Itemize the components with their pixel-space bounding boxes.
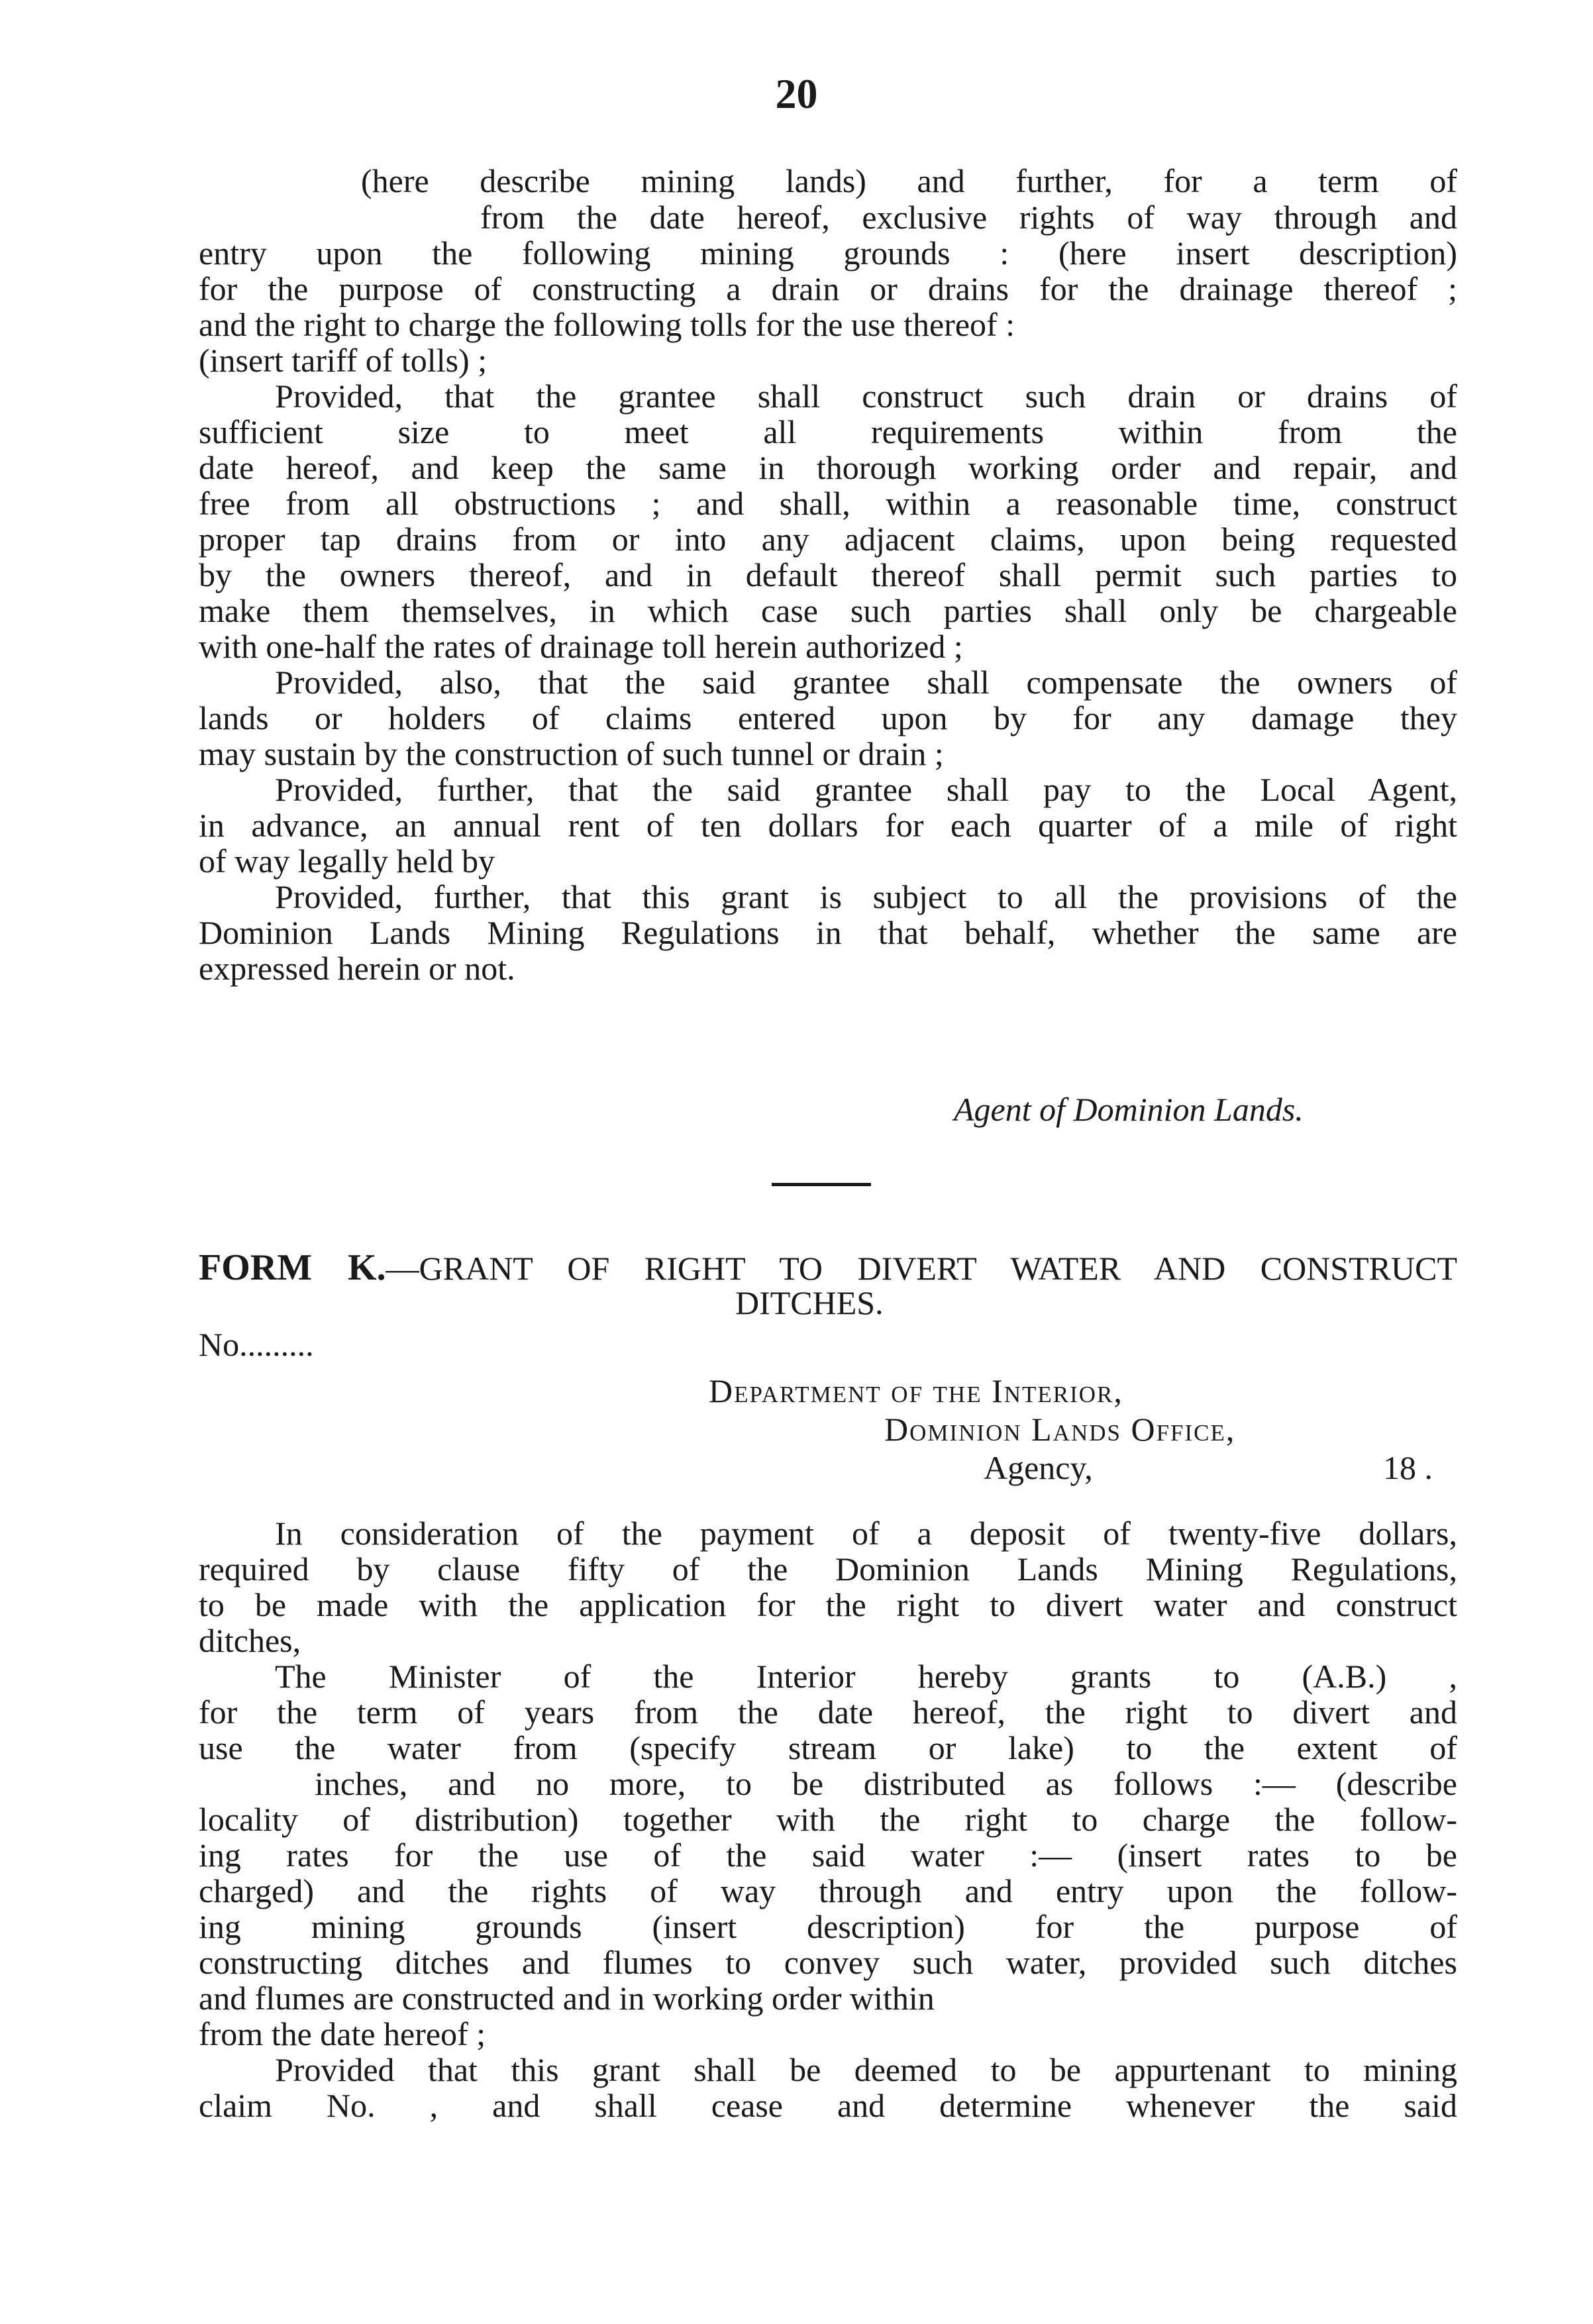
text-line: locality of distribution) together with the right to charge the follow- [199,1801,1457,1838]
text-line: by the owners thereof, and in default thereof shall permit such parties to [199,556,1457,593]
text-line: Provided, also, that the said grantee shall compensate the owners of [275,664,1457,701]
department-name: Department of the Interior, [709,1372,1123,1409]
text-line: lands or holders of claims entered upon by for any damage they [199,699,1457,736]
text-line: to be made with the application for the right to divert water and construct [199,1586,1457,1623]
text-line: proper tap drains from or into any adjacent claims, upon being requested [199,521,1457,558]
text-line: claim No. , and shall cease and determine whenever the said [199,2087,1457,2124]
text-line: with one-half the rates of drainage toll herein authorized ; [199,628,963,665]
text-line: ing mining grounds (insert description) for the purpose of [199,1908,1457,1945]
text-line: expressed herein or not. [199,950,515,987]
text-line: of way legally held by [199,842,495,880]
text-line: In consideration of the payment of a deposit of twenty-five dollars, [275,1515,1457,1552]
form-k-title: —GRANT OF RIGHT TO DIVERT WATER AND CONSTRUCT [385,1250,1457,1287]
office-name: Dominion Lands Office, [884,1411,1236,1448]
signature-line: Agent of Dominion Lands. [954,1091,1304,1128]
text-line: Provided that this grant shall be deemed to be appurtenant to mining [275,2051,1457,2088]
text-line: Provided, further, that this grant is subject to all the provisions of the [275,878,1457,915]
form-k-heading [199,1249,1457,1286]
text-line: for the term of years from the date hereof, the right to divert and [199,1693,1457,1731]
text-line: entry upon the following mining grounds : (here insert description) [199,234,1457,272]
text-line: in advance, an annual rent of ten dollars for each quarter of a mile of right [199,807,1457,844]
text-line: ing rates for the use of the said water :— (insert rates to be [199,1837,1457,1874]
text-line: and the right to charge the following tolls for the use thereof : [199,306,1015,343]
text-line: may sustain by the construction of such tunnel or drain ; [199,735,944,772]
form-k-label: FORM K. [199,1247,386,1288]
text-line: constructing ditches and flumes to convey such water, provided such ditches [199,1944,1457,1981]
agency-label: Agency, [984,1449,1093,1486]
section-divider [772,1183,871,1186]
form-k-title-continued: DITCHES. [735,1284,884,1321]
text-line: from the date hereof ; [199,2015,486,2052]
text-line: The Minister of the Interior hereby grants to (A.B.) , [275,1658,1457,1695]
text-line: sufficient size to meet all requirements within from the [199,413,1457,450]
text-line: ditches, [199,1622,301,1659]
text-line: Provided, that the grantee shall construct such drain or drains of [275,378,1457,415]
page-number: 20 [775,70,818,117]
text-line: and flumes are constructed and in working order within [199,1980,935,2017]
text-line: use the water from (specify stream or lake) to the extent of [199,1729,1457,1766]
text-line: Provided, further, that the said grantee shall pay to the Local Agent, [275,771,1457,808]
text-line: required by clause fifty of the Dominion Lands Mining Regulations, [199,1550,1457,1588]
text-line: (here describe mining lands) and further, for a term of [361,162,1457,199]
text-line: make them themselves, in which case such parties shall only be chargeable [199,592,1457,629]
text-line: Dominion Lands Mining Regulations in that behalf, whether the same are [199,914,1457,951]
text-line: charged) and the rights of way through and entry upon the follow- [199,1872,1457,1909]
text-line: date hereof, and keep the same in thorough working order and repair, and [199,449,1457,486]
text-line: for the purpose of constructing a drain or drains for the drainage thereof ; [199,270,1457,307]
text-line: free from all obstructions ; and shall, within a reasonable time, construct [199,485,1457,522]
text-line: from the date hereof, exclusive rights of way through and [480,199,1457,236]
form-number: No......... [199,1326,314,1363]
date-year: 18 . [1383,1449,1433,1486]
text-line: inches, and no more, to be distributed as follows :— (describe [315,1765,1457,1802]
text-line: (insert tariff of tolls) ; [199,342,488,379]
